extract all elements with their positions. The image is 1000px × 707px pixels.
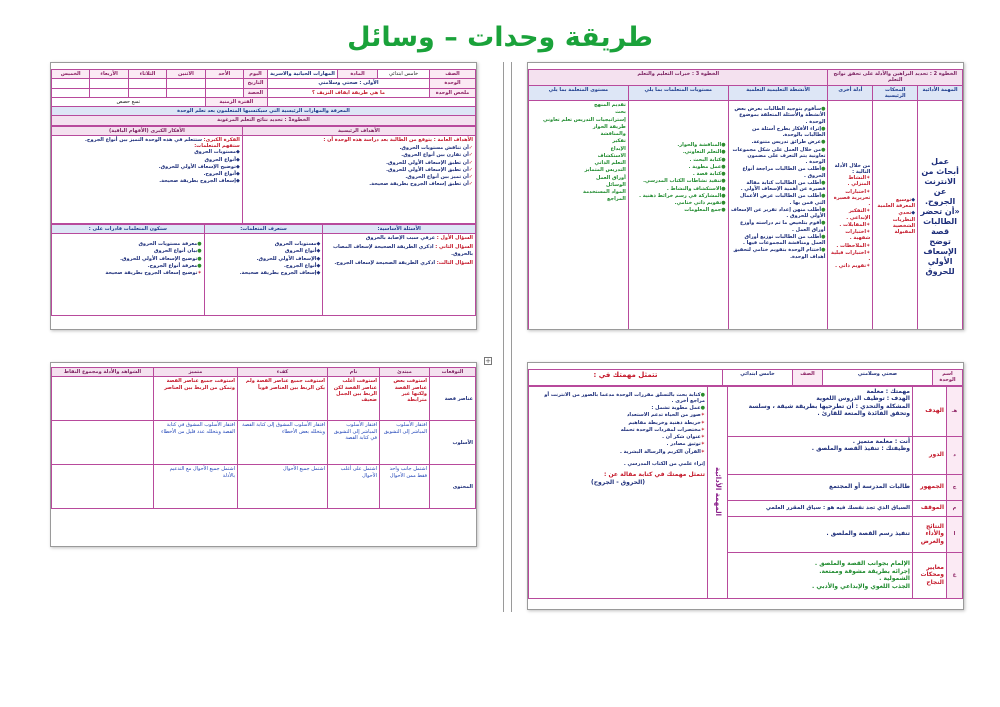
task-cell: عمل أبحاث من الانترنت عن الجروح. «أن تحضر الطالبات قصة توضح الإسعاف الأولي للحروق <box>918 101 963 331</box>
evidence-item: ✶ المقابلات . <box>830 222 870 228</box>
big-idea-text: ستتعلم في هذه الوحدة التميز بين أنواع الجروح. <box>84 136 203 143</box>
lesson-cell-4 <box>90 88 128 97</box>
goals-header: الأهداف الرئيسية <box>242 126 475 135</box>
lesson-cell-5 <box>52 88 90 97</box>
q3-label: السؤال الثالث: <box>436 259 473 266</box>
rubric-cell: افتقار الأسلوب المشوق في كتابة القصة ويتخلله عدد قليل من الأخطاء <box>154 421 238 465</box>
level2-item: المراجع <box>607 196 626 203</box>
big-idea-label: الفكرة الكبرى: <box>203 136 240 143</box>
rubric-col-expectations: التوقعات <box>430 368 476 377</box>
evidence-item: ✶ اختبارات شفهية . <box>830 229 870 242</box>
col-criteria: المحكات الرئيسية <box>873 85 918 101</box>
evidence-title: من خلال الأدلة التالية : <box>834 162 871 175</box>
lesson-cell-2 <box>167 88 205 97</box>
level-item: ● تنفيذ نشاطات الكتاب المدرسي. <box>631 178 726 184</box>
date-cell-1 <box>205 79 243 88</box>
rubric-evidence-cell <box>52 421 154 465</box>
page-title: طريقة وحدات – وسائل <box>347 22 653 53</box>
evidence-list <box>830 175 870 270</box>
lesson-cell-3 <box>128 88 166 97</box>
grade-value: خامس ابتدائي <box>723 370 793 386</box>
rubric-evidence-cell <box>52 465 154 509</box>
rubric-cell: افتقار الأسلوب المباشر إلى التشويق <box>380 421 430 465</box>
evidence-table <box>528 69 963 330</box>
evidence-item: ✶ النشاط المنزلي . <box>830 175 870 188</box>
col-levels: مستويات المتعلمات بما يلي <box>628 85 728 101</box>
activity-item: ● اختتام الوحدة بتقويم ختامي لتحقيق أهداف الوحدة. <box>731 247 826 260</box>
level2-item: الوسائل <box>605 181 626 188</box>
unit-label: الوحدة <box>430 79 476 88</box>
grasps-text: تنفيذ رسم القصة والملصق . <box>728 516 913 552</box>
able-item: ● معرفة أنواع الجروح. <box>54 263 202 269</box>
grasps-text: طالبات المدرسة أو المجتمع <box>728 474 913 500</box>
rubric-row-label: المحتوى <box>430 465 476 509</box>
task-extra: إثراء علمي من الكتاب المدرسي . <box>623 460 705 467</box>
task-item: ✶ عنوان شكر أن . <box>531 434 705 440</box>
rubric-evidence-cell <box>52 377 154 421</box>
date-label: التاريخ <box>244 79 268 88</box>
know-list <box>207 241 321 276</box>
goal-item: ✓ أن تقارن بين أنواع الحروق. <box>245 152 473 158</box>
period-label: الفترة الزمنية <box>205 97 267 106</box>
activity-item: ● عرض طرائق تدريس متنوعة. <box>731 139 826 145</box>
task-title: تتمثل مهمتك في : <box>529 370 723 386</box>
evidence-item: ✶ الملاحظات . <box>830 243 870 249</box>
rubric-cell: اشتمل جميع الأحوال <box>238 465 328 509</box>
skills-value: المهارات الحياتية والاسرية <box>268 70 338 79</box>
rubric-col-beginner: مبتدئ <box>380 368 430 377</box>
level-item: ● المناقشة والحوار. <box>631 142 726 148</box>
task-item: ● عمل مطوية تشمل : <box>531 405 705 411</box>
task-item: ✶ توثيق مصادر . <box>531 441 705 447</box>
output-item: ◆ أنواع الحروق <box>54 157 240 163</box>
evidence-item: ✶ اختبارات تحريرية قصيرة . <box>830 189 870 208</box>
grasps-label: الدور <box>913 436 947 474</box>
grasps-letter: ع <box>947 552 963 598</box>
task-item: ✶ مختصرات لمفردات الوحدة تحمله <box>531 427 705 433</box>
rubric-cell: استوفت أغلب عناصر القصة لكن الربط بين الجمل ضعيف <box>328 377 380 421</box>
document-page-bottom-right <box>527 362 964 610</box>
know-item: ◆ الإسعاف الأولي للحروق. <box>207 256 321 262</box>
knowledge-header: المعرفة والمهارات الرئيسية التي سيكتسبها المتعلمون بعد تعلم الوحدة <box>52 107 476 116</box>
q1-label: السؤال الأول : <box>436 235 473 241</box>
levels-list <box>631 142 726 214</box>
grasps-text: مهمتك : معلمة الهدف : توظيف الدروس اللغوية المشكلة والتحدي : أن تطرحيها بطريقة شيقة ، وسلسة وتحقق الفائدة والمتعة للقارئ . <box>728 386 913 436</box>
date-cell-5 <box>52 79 90 88</box>
output-item: ◆ أنواع الجروح. <box>54 171 240 177</box>
day-sun: الأحد <box>205 70 243 79</box>
col-evidence: أدلة أخرى <box>828 85 873 101</box>
day-thu: الخميس <box>52 70 90 79</box>
performance-task-table <box>528 369 963 386</box>
goal-item: ✓ أن تميز بين أنواع الحروق. <box>245 174 473 180</box>
task-item: ● كتابة بحث بالتسلق مقررات الوحدة مدعما بالصور من الانترنت أو مراجع أخرى . <box>531 392 705 405</box>
level2-item: التعلم الذاتي <box>594 160 626 166</box>
level2-item: والمناقشة <box>600 131 626 137</box>
level-item: ● المشاركة في رسم خرائط ذهنية . <box>631 193 726 199</box>
big-ideas-header: الأفكار الكبرى (الأفهام الباقية) <box>52 126 243 135</box>
q2-text: اذكري الطريقة الصحيحة لإسعاف المصاب بالحروق. <box>332 244 473 257</box>
essential-questions-header: الأسئلة الأساسية: <box>323 224 476 233</box>
grasps-table <box>528 386 963 599</box>
level-item: ● جمع المعلومات <box>631 207 726 213</box>
evidence-item: ✶ اختبارات قبلية . <box>830 250 870 263</box>
level-item: ● كتابة قصة . <box>631 171 726 177</box>
unit-question: ما هي طريقة ايقاف النزيف ؟ <box>268 88 430 97</box>
task-item: ✶ القرآن الكريم والرسالة البشرية . <box>531 449 705 455</box>
grasps-label: الجمهور <box>913 474 947 500</box>
document-page-bottom-left <box>50 362 477 547</box>
col-activities: الأنشطة التعليمية التعلمية <box>728 85 828 101</box>
rubric-col-excellent: متميز <box>154 368 238 377</box>
know-item: ◆ أنواع الجروح. <box>207 263 321 269</box>
col-level2: مستوى المتعلمة بما يلي <box>529 85 629 101</box>
rubric-cell: اشتمل على أغلب الأحوال <box>328 465 380 509</box>
activity-item: ● أقوم بتلخيص ما تم دراسته وأوزع أوراق العمل . <box>731 220 826 233</box>
goals-table <box>51 126 476 224</box>
grasps-text: أنت : معلمة متميز . وظيفتك : تنفيذ القصة والملصق . <box>728 436 913 474</box>
day-mon: الاثنين <box>167 70 205 79</box>
rubric-table <box>51 367 476 509</box>
goal-item: ✓ أن تطبق إسعاف الجروح بطريقة صحيحة. <box>245 181 473 187</box>
outputs-list <box>54 149 240 184</box>
lesson-cell-1 <box>205 88 243 97</box>
level2-item: تفكير <box>612 138 626 145</box>
task-item: ✶ صور من الحياة تدعم الاستعداد <box>531 412 705 418</box>
goal-item: ✓ أن تطبق الإسعاف الأولي للحروق. <box>245 167 473 173</box>
task-story: (الحروق - الجروح) <box>590 478 646 486</box>
criteria-list <box>875 197 915 236</box>
know-item: ◆ مستويات الحروق <box>207 241 321 247</box>
day-tue: الثلاثاء <box>128 70 166 79</box>
activity-item: ● أطلب منهن إعداد تقرير عن الإسعاف الأولي للحروق . <box>731 207 826 220</box>
unit-name-label: اسم الوحدة <box>933 370 963 386</box>
rubric-cell: افتقار الأسلوب المباشر إلى التشويق في كتابة القصة <box>328 421 380 465</box>
goal-item: ✓ أن تناقش مستويات الحروق. <box>245 145 473 151</box>
level2-item: طريقة الحوار <box>592 123 626 130</box>
day-label: اليوم <box>244 70 268 79</box>
step3-header: الخطوة 3 : خبرات التعليم والتعلم <box>529 70 828 86</box>
summary-blank <box>268 97 476 106</box>
questions-table <box>51 224 476 316</box>
level-item: ● كتابة البحث . <box>631 157 726 163</box>
rubric-cell: افتقار الأسلوب المشوق إلى كتابة القصة ويتخلله بعض الأخطاء <box>238 421 328 465</box>
output-item: ◆ إسعاف الجروح بطريقة صحيحة. <box>54 178 240 184</box>
rubric-cell: استوفت جميع عناصر القصة ولم يكن الربط بين العناصر قوياً <box>238 377 328 421</box>
level2-list <box>531 102 626 203</box>
period-value: تسع حصص <box>52 97 206 106</box>
general-goal: الأهداف العامة : يتوقع من الطالبة بعد دراسة هذه الوحدة أن : <box>323 136 473 143</box>
q2-label: السؤال الثاني : <box>435 244 473 251</box>
q3-text: اذكري الطريقة الصحيحة لإسعاف الجروح. <box>334 259 436 266</box>
level2-item: إستراتيجيات التدريس تعلم تعاوني <box>543 116 626 123</box>
summary-label: ملخص الوحدة <box>430 88 476 97</box>
level2-item: الإبداع <box>610 145 626 152</box>
grasps-label: الهدف <box>913 386 947 436</box>
grade-value: خامس ابتدائي <box>378 70 430 79</box>
rubric-col-developing: نام <box>328 368 380 377</box>
unit-name-value: صحتي وسلامتي <box>823 370 933 386</box>
rubric-cell: استوفت بعض عناصر القصة ولكنها غير مترابطة <box>380 377 430 421</box>
grade-label: الصف <box>793 370 823 386</box>
page-separator-right <box>511 62 512 612</box>
rubric-col-competent: كفء <box>238 368 328 377</box>
page-separator-left <box>503 62 504 612</box>
know-item: ◆ أنواع الحروق <box>207 248 321 254</box>
output-item: ◆ توضيح الإسعاف الأولي للحروق. <box>54 164 240 170</box>
rubric-row-label: الأسلوب <box>430 421 476 465</box>
able-item: ✶ توضيح إسعاف الجروح بطريقة صحيحة <box>54 270 202 276</box>
able-item: ● معرفة مستويات الحروق <box>54 241 202 247</box>
level2-item: بحث <box>615 109 626 116</box>
step1-header: الخطوة1 : تحديد نتائج التعلم المرغوبة <box>52 116 476 125</box>
task-item: ✶ خريطة ذهنية وخريطة مفاهيم <box>531 420 705 426</box>
unit-header-table <box>51 69 476 126</box>
grasps-label: النتائج والأداء والغرض <box>913 516 947 552</box>
day-wed: الأربعاء <box>90 70 128 79</box>
step2-header: الخطوة 2 : تحديد البراهين والأدلة على تحقق نواتج التعلم <box>828 70 963 86</box>
activity-item: ● من خلال العمل على شكل مجموعات تعاونية يتم التعرف على مضمون الوحدة . <box>731 147 826 166</box>
level2-item: المواد المستخدمة <box>583 189 626 195</box>
activity-item: ● أطلب من الطالبات عرض الأعمال التي قمن بها . <box>731 193 826 206</box>
q1-text: عرفي سبب الإصابة بالحروق <box>365 235 436 241</box>
date-cell-2 <box>167 79 205 88</box>
goals-list <box>245 145 473 188</box>
goal-item: ✓ أن تطبق الإسعاف الأولي للحروق. <box>245 160 473 166</box>
level2-item: التدريس المتمايز <box>584 167 626 174</box>
task-side-label: المهمة الأدائية <box>708 386 728 598</box>
outputs-label: ستفهم المتعلمات: <box>194 143 240 149</box>
grade-label: الصف <box>430 70 476 79</box>
level2-item: الاستكشاف <box>597 152 626 159</box>
grasps-letter: د <box>947 436 963 474</box>
unit-value: الأولى : صحتي وسلامتي <box>268 79 430 88</box>
level2-item: تقديم المنهج <box>594 102 626 108</box>
able-header: ستكون المتعلمات قادرات على : <box>52 224 205 233</box>
grasps-text: الإلمام بجوانب القصة والملصق . إجرائه بطريقة مشوقة وممتعة. الشمولية . الجذب اللغوي والإبداعي والأدبي . <box>728 552 913 598</box>
date-cell-4 <box>90 79 128 88</box>
level-item: ● الاستكشاف والنشاط . <box>631 186 726 192</box>
grasps-text: السياق الذي تجد نفسك فيه هو : سياق المقرر العلمي <box>728 500 913 516</box>
rubric-cell: اشتمل جميع الأحوال مع التدعيم بالأدلة <box>154 465 238 509</box>
grasps-letter: هـ <box>947 386 963 436</box>
activity-item: ● أطلب من الطالبات كتابة مقالة قصيرة عن أهمية الإسعاف الأولي . <box>731 180 826 193</box>
subject-label: المادة <box>338 70 378 79</box>
task-items-list <box>531 392 705 455</box>
activity-item: ● أطلب من الطالبات مراجعة أنواع الحروق . <box>731 166 826 179</box>
grasps-label: معايير ومحكات النجاح <box>913 552 947 598</box>
level2-item: أوراق العمل <box>595 174 626 181</box>
activity-item: ● إثراء الأفكار بطرح أسئلة من الطالبات بالوحدة. <box>731 126 826 139</box>
document-page-top-left <box>50 62 477 330</box>
able-item: ● توضيح الإسعاف الأولي للحروق. <box>54 256 202 262</box>
activity-item: ● سأقوم بتوجيه الطالبات بعرض بعض الأنشطة والأسئلة المتعلقة بموضوع الوحدة . <box>731 106 826 125</box>
output-item: ◆ مستويات الحروق <box>54 149 240 155</box>
grasps-label: الموقف <box>913 500 947 516</box>
know-header: ستعرف المتعلمات: <box>204 224 323 233</box>
grasps-letter: ا <box>947 516 963 552</box>
rubric-row-label: عناصر قصة <box>430 377 476 421</box>
criteria-item: ◆ تحدي النظريات الشخصية المقبولة <box>875 210 915 235</box>
level-item: ● تقويم ذاتي ختامي. <box>631 200 726 206</box>
document-page-top-right <box>527 62 964 330</box>
evidence-item: ✶ تقويم ذاتي . <box>830 263 870 269</box>
level-item: ● التعلم التعاوني. <box>631 149 726 155</box>
rubric-cell: استوفت جميع عناصر القصة وتمكن من الربط بين العناصر <box>154 377 238 421</box>
col-task: المهمة الأدائية <box>918 85 963 101</box>
task-story-label: تتمثل مهمتك في كتابة مقالة عن : <box>604 471 705 478</box>
rubric-cell: اشتمل جانب واحد فقط ممن الأحوال <box>380 465 430 509</box>
know-item: ◆ إسعاف الجروح بطريقة صحيحة. <box>207 270 321 276</box>
grasps-letter: م <box>947 500 963 516</box>
date-cell-3 <box>128 79 166 88</box>
able-list <box>54 241 202 276</box>
grasps-letter: ج <box>947 474 963 500</box>
level-item: ● عمل مطوية . <box>631 164 726 170</box>
activities-list <box>731 106 826 260</box>
lesson-label: الحصة <box>244 88 268 97</box>
criteria-item: ◆ توسيع المعرفة العلمية <box>875 197 915 210</box>
able-item: ● بيان أنواع الحروق <box>54 248 202 254</box>
activity-item: ● أطلب من الطالبات توزيع أوراق العمل ومناقشة المجموعات فيها . <box>731 234 826 247</box>
table-anchor-icon[interactable]: + <box>485 357 491 365</box>
rubric-col-evidence: الشواهد والأدلة ومجموع النقاط <box>52 368 154 377</box>
evidence-item: ✶ التفكير الإبداعي . <box>830 208 870 221</box>
